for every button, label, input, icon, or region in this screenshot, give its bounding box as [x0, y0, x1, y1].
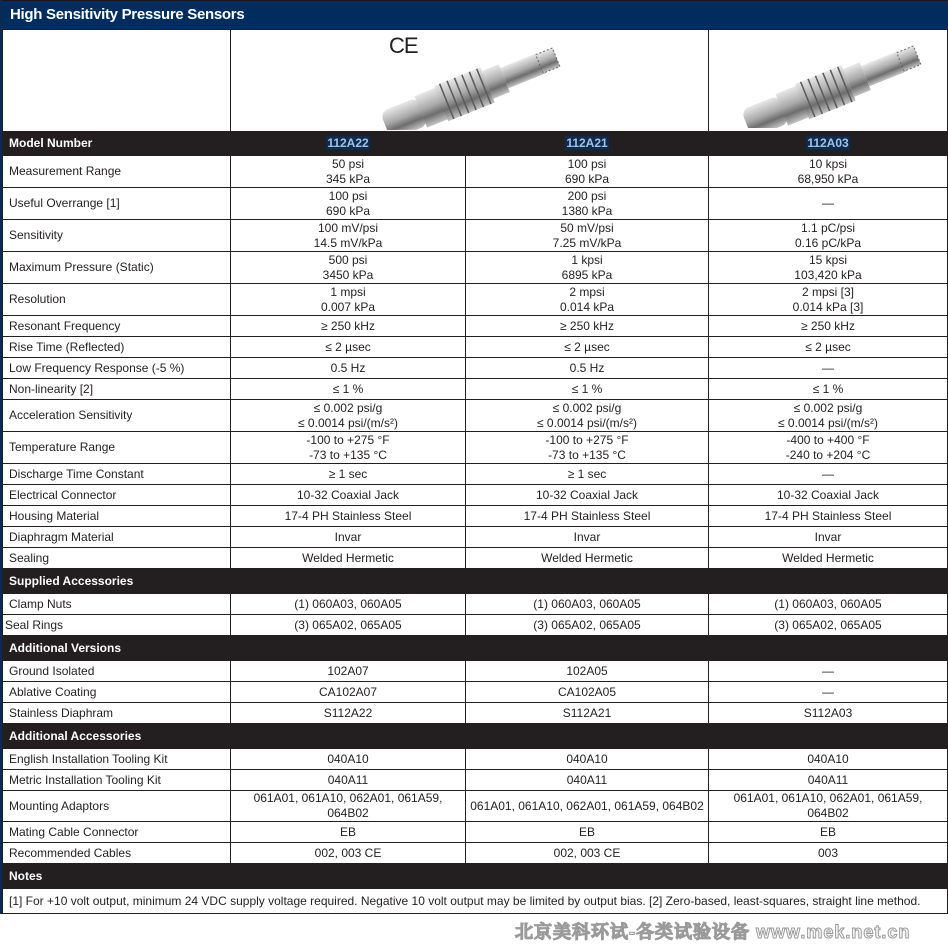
spec-label: Diaphragm Material	[3, 527, 231, 548]
spec-value	[709, 358, 948, 379]
row-recommended-cables	[3, 843, 948, 864]
spec-value	[466, 432, 709, 464]
spec-value	[466, 527, 709, 548]
spec-value-line: 1380 kPa	[561, 203, 613, 218]
spec-value-line: -73 to +135 °C	[309, 447, 387, 462]
spec-value-line: -100 to +275 °F	[545, 432, 629, 447]
spec-value-line: 0.5 Hz	[330, 360, 366, 375]
spec-value	[709, 464, 948, 485]
spec-value	[709, 379, 948, 400]
spec-value	[709, 284, 948, 316]
spec-value	[231, 220, 466, 252]
row-value: 061A01, 061A10, 062A01, 061A59, 064B02	[466, 791, 709, 822]
spec-value	[709, 506, 948, 527]
row-value: 002, 003 CE	[231, 843, 466, 864]
spec-value-line: Invar	[573, 529, 601, 544]
spec-row-electrical-connector	[3, 485, 948, 506]
spec-value	[709, 485, 948, 506]
spec-value	[231, 358, 466, 379]
row-value: (3) 065A02, 065A05	[709, 615, 948, 636]
spec-label: Low Frequency Response (-5 %)	[3, 358, 231, 379]
spec-value-line: ≤ 0.0014 psi/(m/s²)	[537, 415, 637, 430]
product-image-row	[3, 30, 948, 132]
model-112a22: 112A22	[231, 132, 466, 156]
spec-label: Resolution	[3, 284, 231, 316]
spec-value	[709, 527, 948, 548]
spec-value-line: ≤ 0.0014 psi/(m/s²)	[778, 415, 878, 430]
spec-row-rise-time-reflected	[3, 337, 948, 358]
spec-value	[466, 548, 709, 569]
spec-value	[231, 188, 466, 220]
spec-value	[466, 400, 709, 432]
spec-value-line: 2 mpsi [3]	[801, 284, 855, 299]
spec-label: Resonant Frequency	[3, 316, 231, 337]
spec-value-line: ≤ 1 %	[812, 381, 844, 396]
watermark: 北京美科环试-各类试验设备 www.mek.net.cn	[515, 922, 911, 942]
model-112a21: 112A21	[466, 132, 709, 156]
spec-row-sealing	[3, 548, 948, 569]
spec-value-line: 0.5 Hz	[569, 360, 605, 375]
spec-label: Rise Time (Reflected)	[3, 337, 231, 358]
page-title: High Sensitivity Pressure Sensors	[2, 0, 948, 29]
spec-row-temperature-range	[3, 432, 948, 464]
row-value: 061A01, 061A10, 062A01, 061A59, 064B02	[231, 791, 466, 822]
spec-value	[709, 548, 948, 569]
spec-value-line: —	[822, 466, 834, 481]
pressure-sensor-image	[366, 33, 566, 130]
spec-row-resonant-frequency	[3, 316, 948, 337]
spec-label: Sensitivity	[3, 220, 231, 252]
spec-value	[709, 400, 948, 432]
row-metric-installation-tooling-kit	[3, 770, 948, 791]
spec-label: Housing Material	[3, 506, 231, 527]
spec-value-line: 0.014 kPa	[559, 299, 615, 314]
row-value: —	[709, 661, 948, 682]
spec-row-measurement-range	[3, 156, 948, 188]
section-heading: Additional Accessories	[3, 724, 948, 749]
row-value: S112A21	[466, 703, 709, 724]
spec-value	[231, 156, 466, 188]
spec-value-line: 17-4 PH Stainless Steel	[284, 508, 412, 523]
row-value: EB	[466, 822, 709, 843]
row-value: (1) 060A03, 060A05	[466, 594, 709, 615]
spec-value-line: 0.007 kPa	[320, 299, 376, 314]
pressure-sensor-image	[727, 38, 927, 128]
spec-label: Maximum Pressure (Static)	[3, 252, 231, 284]
row-value: (3) 065A02, 065A05	[466, 615, 709, 636]
spec-value-line: 1 mpsi	[330, 284, 366, 299]
spec-value	[466, 506, 709, 527]
spec-value	[709, 188, 948, 220]
row-label: Metric Installation Tooling Kit	[3, 770, 231, 791]
row-mounting-adaptors	[3, 791, 948, 822]
spec-value	[231, 379, 466, 400]
row-clamp-nuts	[3, 594, 948, 615]
spec-value	[466, 284, 709, 316]
spec-value	[231, 527, 466, 548]
spec-value-line: 17-4 PH Stainless Steel	[523, 508, 651, 523]
section-header-additional-accessories	[3, 724, 948, 749]
row-value: 061A01, 061A10, 062A01, 061A59, 064B02	[709, 791, 948, 822]
spec-value	[709, 316, 948, 337]
section-header-supplied-accessories	[3, 569, 948, 594]
spec-row-sensitivity	[3, 220, 948, 252]
spec-value-line: 10-32 Coaxial Jack	[296, 487, 400, 502]
spec-value	[231, 252, 466, 284]
spec-value-line: ≥ 250 kHz	[801, 318, 855, 333]
row-label: English Installation Tooling Kit	[3, 749, 231, 770]
row-value: 040A11	[466, 770, 709, 791]
spec-value-line: ≥ 250 kHz	[560, 318, 614, 333]
row-value: 002, 003 CE	[466, 843, 709, 864]
spec-value	[709, 156, 948, 188]
spec-value	[709, 252, 948, 284]
row-label: Ground Isolated	[3, 661, 231, 682]
row-label: Clamp Nuts	[3, 594, 231, 615]
row-value: 003	[709, 843, 948, 864]
spec-value	[231, 284, 466, 316]
row-value: 040A11	[231, 770, 466, 791]
row-value: 040A10	[709, 749, 948, 770]
spec-value	[466, 464, 709, 485]
spec-value	[709, 432, 948, 464]
spec-value-line: 1 kpsi	[571, 252, 603, 267]
spec-value	[231, 400, 466, 432]
spec-value-line: 6895 kPa	[561, 267, 613, 282]
row-value: S112A22	[231, 703, 466, 724]
spec-value-line: ≤ 0.002 psi/g	[552, 400, 622, 415]
row-seal-rings	[3, 615, 948, 636]
spec-value-line: 500 psi	[328, 252, 368, 267]
spec-value	[466, 316, 709, 337]
spec-label: Non-linearity [2]	[3, 379, 231, 400]
spec-value-line: -73 to +135 °C	[548, 447, 626, 462]
spec-row-housing-material	[3, 506, 948, 527]
spec-value	[466, 220, 709, 252]
row-value: (1) 060A03, 060A05	[231, 594, 466, 615]
row-label: Recommended Cables	[3, 843, 231, 864]
spec-value	[231, 506, 466, 527]
spec-value-line: 100 psi	[567, 156, 607, 171]
spec-value-line: 10-32 Coaxial Jack	[535, 487, 639, 502]
row-value: 040A10	[466, 749, 709, 770]
spec-value-line: 0.014 kPa [3]	[792, 299, 864, 314]
model-number-label: Model Number	[3, 132, 231, 156]
notes-text: [1] For +10 volt output, minimum 24 VDC supply voltage required. Negative 10 volt output may be limited by output bias. [2] Zero-based, least-squares, straight line method.	[3, 889, 948, 914]
spec-row-resolution	[3, 284, 948, 316]
spec-value-line: 10 kpsi	[808, 156, 848, 171]
product-image-cell-112a22-112a21	[231, 30, 709, 132]
row-label: Seal Rings	[3, 615, 231, 636]
spec-table	[2, 29, 948, 914]
spec-value-line: 50 psi	[331, 156, 365, 171]
ce-mark-icon: CE	[389, 33, 418, 58]
spec-value-line: 7.25 mV/kPa	[552, 235, 622, 250]
row-value: (1) 060A03, 060A05	[709, 594, 948, 615]
spec-row-maximum-pressure-static	[3, 252, 948, 284]
spec-value-line: ≤ 0.002 psi/g	[793, 400, 863, 415]
row-ground-isolated	[3, 661, 948, 682]
spec-value-line: 3450 kPa	[322, 267, 374, 282]
spec-row-useful-overrange-1	[3, 188, 948, 220]
spec-value	[466, 188, 709, 220]
spec-value	[466, 156, 709, 188]
spec-label: Discharge Time Constant	[3, 464, 231, 485]
section-heading: Supplied Accessories	[3, 569, 948, 594]
row-english-installation-tooling-kit	[3, 749, 948, 770]
empty-corner-cell	[3, 30, 231, 132]
row-value: EB	[231, 822, 466, 843]
spec-value-line: 0.16 pC/kPa	[794, 235, 862, 250]
spec-value	[466, 337, 709, 358]
spec-label: Electrical Connector	[3, 485, 231, 506]
row-stainless-diaphram	[3, 703, 948, 724]
spec-value	[231, 464, 466, 485]
spec-value-line: 100 psi	[328, 188, 368, 203]
spec-value-line: Welded Hermetic	[541, 550, 633, 565]
notes-heading: Notes	[3, 864, 948, 889]
row-ablative-coating	[3, 682, 948, 703]
spec-value-line: ≥ 250 kHz	[321, 318, 375, 333]
spec-value	[231, 432, 466, 464]
row-value: EB	[709, 822, 948, 843]
row-value: (3) 065A02, 065A05	[231, 615, 466, 636]
spec-value-line: 345 kPa	[325, 171, 371, 186]
spec-label: Useful Overrange [1]	[3, 188, 231, 220]
spec-value-line: 50 mV/psi	[560, 220, 614, 235]
spec-value	[231, 548, 466, 569]
spec-value	[709, 337, 948, 358]
spec-value-line: 17-4 PH Stainless Steel	[764, 508, 892, 523]
spec-value-line: ≤ 2 µsec	[805, 339, 851, 354]
spec-row-non-linearity-2	[3, 379, 948, 400]
spec-value-line: Welded Hermetic	[782, 550, 874, 565]
spec-value-line: 103,420 kPa	[794, 267, 862, 282]
spec-value-line: Invar	[334, 529, 362, 544]
row-label: Ablative Coating	[3, 682, 231, 703]
spec-value-line: 100 mV/psi	[317, 220, 379, 235]
spec-value	[709, 220, 948, 252]
spec-label: Measurement Range	[3, 156, 231, 188]
spec-value-line: Invar	[814, 529, 842, 544]
spec-label: Temperature Range	[3, 432, 231, 464]
spec-value	[466, 485, 709, 506]
spec-value-line: 14.5 mV/kPa	[313, 235, 383, 250]
spec-value-line: —	[822, 360, 834, 375]
spec-value	[231, 316, 466, 337]
row-label: Mating Cable Connector	[3, 822, 231, 843]
row-value: CA102A07	[231, 682, 466, 703]
spec-value-line: 690 kPa	[564, 171, 610, 186]
spec-value-line: ≤ 1 %	[332, 381, 364, 396]
spec-value	[231, 485, 466, 506]
spec-label: Acceleration Sensitivity	[3, 400, 231, 432]
spec-value-line: ≤ 0.0014 psi/(m/s²)	[298, 415, 398, 430]
row-value: S112A03	[709, 703, 948, 724]
spec-value-line: —	[822, 196, 834, 210]
model-112a03: 112A03	[709, 132, 948, 156]
spec-value-line: 2 mpsi	[569, 284, 605, 299]
section-header-notes	[3, 864, 948, 889]
spec-label: Sealing	[3, 548, 231, 569]
row-value: 040A10	[231, 749, 466, 770]
row-mating-cable-connector	[3, 822, 948, 843]
spec-value-line: 10-32 Coaxial Jack	[776, 487, 880, 502]
row-value: CA102A05	[466, 682, 709, 703]
spec-value-line: ≤ 1 %	[571, 381, 603, 396]
spec-value	[466, 358, 709, 379]
spec-row-low-frequency-response-5	[3, 358, 948, 379]
row-value: —	[709, 682, 948, 703]
row-value: 040A11	[709, 770, 948, 791]
spec-value-line: ≤ 2 µsec	[325, 339, 371, 354]
spec-value-line: 1.1 pC/psi	[800, 220, 856, 235]
spec-row-acceleration-sensitivity	[3, 400, 948, 432]
model-number-row	[3, 132, 948, 156]
spec-value-line: -100 to +275 °F	[306, 432, 390, 447]
spec-value	[466, 252, 709, 284]
spec-value-line: -400 to +400 °F	[786, 432, 870, 447]
spec-value	[466, 379, 709, 400]
spec-value-line: 200 psi	[567, 188, 607, 203]
row-value: 102A05	[466, 661, 709, 682]
section-header-additional-versions	[3, 636, 948, 661]
spec-value-line: ≥ 1 sec	[328, 466, 368, 481]
section-heading: Additional Versions	[3, 636, 948, 661]
spec-value-line: -240 to +204 °C	[785, 447, 871, 462]
spec-value-line: ≤ 2 µsec	[564, 339, 610, 354]
spec-row-discharge-time-constant	[3, 464, 948, 485]
product-image-cell-112a03	[709, 30, 948, 132]
spec-value-line: 690 kPa	[325, 203, 371, 218]
spec-value-line: ≥ 1 sec	[567, 466, 607, 481]
spec-value-line: 68,950 kPa	[797, 171, 859, 186]
row-label: Stainless Diaphram	[3, 703, 231, 724]
spec-value	[231, 337, 466, 358]
row-value: 102A07	[231, 661, 466, 682]
row-label: Mounting Adaptors	[3, 791, 231, 822]
spec-row-diaphragm-material	[3, 527, 948, 548]
spec-value-line: ≤ 0.002 psi/g	[313, 400, 383, 415]
notes-row	[3, 889, 948, 914]
spec-value-line: Welded Hermetic	[302, 550, 394, 565]
spec-value-line: 15 kpsi	[808, 252, 848, 267]
